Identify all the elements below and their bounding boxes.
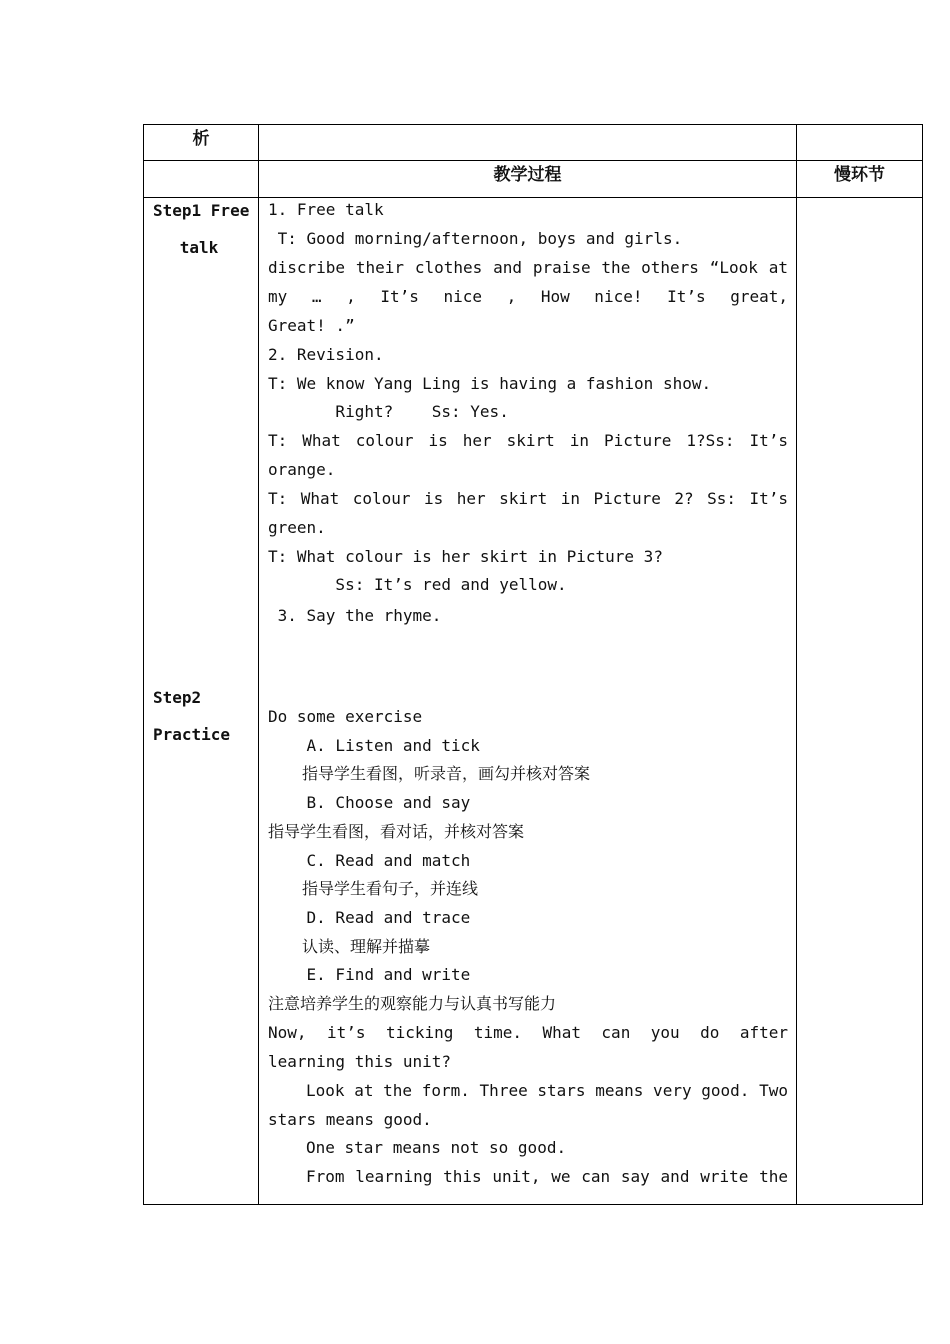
content-line: A. Listen and tick <box>268 736 480 755</box>
header-row <box>144 161 923 198</box>
content-line: Look at the form. Three stars means very good. Two <box>306 1081 788 1100</box>
notes-cell <box>797 198 923 1205</box>
content-line: orange. <box>268 460 336 479</box>
content-line: my … , It’s nice , How nice! It’s great, <box>268 287 788 306</box>
content-line: 认读、理解并描摹 <box>302 937 431 956</box>
analysis-row <box>144 125 923 161</box>
step2-line1: Step2 <box>153 688 202 707</box>
content-line: D. Read and trace <box>268 908 471 927</box>
header-process-cell <box>259 161 797 198</box>
content-line: Great! .” <box>268 316 355 335</box>
content-line: Ss: It’s red and yellow. <box>268 575 567 594</box>
content-line: 指导学生看句子，并连线 <box>302 879 479 898</box>
slow-section-header: 慢环节 <box>834 165 885 185</box>
content-line: Do some exercise <box>268 707 423 726</box>
lesson-plan-table <box>143 124 923 1205</box>
content-line: Now, it’s ticking time. What can you do after <box>268 1023 788 1042</box>
step1-label <box>153 192 253 266</box>
content-line: 注意培养学生的观察能力与认真书写能力 <box>268 994 557 1013</box>
content-line: green. <box>268 518 326 537</box>
content-line: T: What colour is her skirt in Picture 1?Ss: It’s <box>268 431 788 450</box>
content-line: B. Choose and say <box>268 793 471 812</box>
content-line: 2. Revision. <box>268 345 384 364</box>
content-line: T: We know Yang Ling is having a fashion show. <box>268 374 712 393</box>
steps-cell <box>144 198 259 1205</box>
teaching-process-header: 教学过程 <box>493 165 562 185</box>
content-line: 指导学生看图，听录音，画勾并核对答案 <box>302 764 591 783</box>
process-content-cell <box>259 198 797 1205</box>
content-line: learning this unit? <box>268 1052 452 1071</box>
analysis-label: 析 <box>192 129 210 149</box>
content-line: Right? Ss: Yes. <box>268 402 509 421</box>
content-line: T: What colour is her skirt in Picture 2? Ss: It’s <box>268 489 788 508</box>
step2-line2: Practice <box>153 725 231 744</box>
content-line: 3. Say the rhyme. <box>268 606 442 625</box>
content-line: stars means good. <box>268 1110 432 1129</box>
content-line: discribe their clothes and praise the others “Look at <box>268 258 788 277</box>
step1-line1: Step1 Free <box>153 201 250 220</box>
header-note-cell <box>797 161 923 198</box>
step1-line2: talk <box>179 238 219 257</box>
content-line: T: Good morning/afternoon, boys and girls. <box>268 229 683 248</box>
content-line: 指导学生看图，看对话，并核对答案 <box>268 822 525 841</box>
step2-label <box>153 679 253 753</box>
content-line: 1. Free talk <box>268 200 384 219</box>
analysis-content-cell <box>259 125 797 161</box>
content-line: T: What colour is her skirt in Picture 3? <box>268 547 663 566</box>
body-row <box>144 198 923 1205</box>
content-line: E. Find and write <box>268 965 471 984</box>
analysis-label-cell <box>144 125 259 161</box>
analysis-extra-cell <box>797 125 923 161</box>
content-line: From learning this unit, we can say and write the <box>306 1167 788 1186</box>
content-line: One star means not so good. <box>306 1138 567 1157</box>
content-line: C. Read and match <box>268 851 471 870</box>
